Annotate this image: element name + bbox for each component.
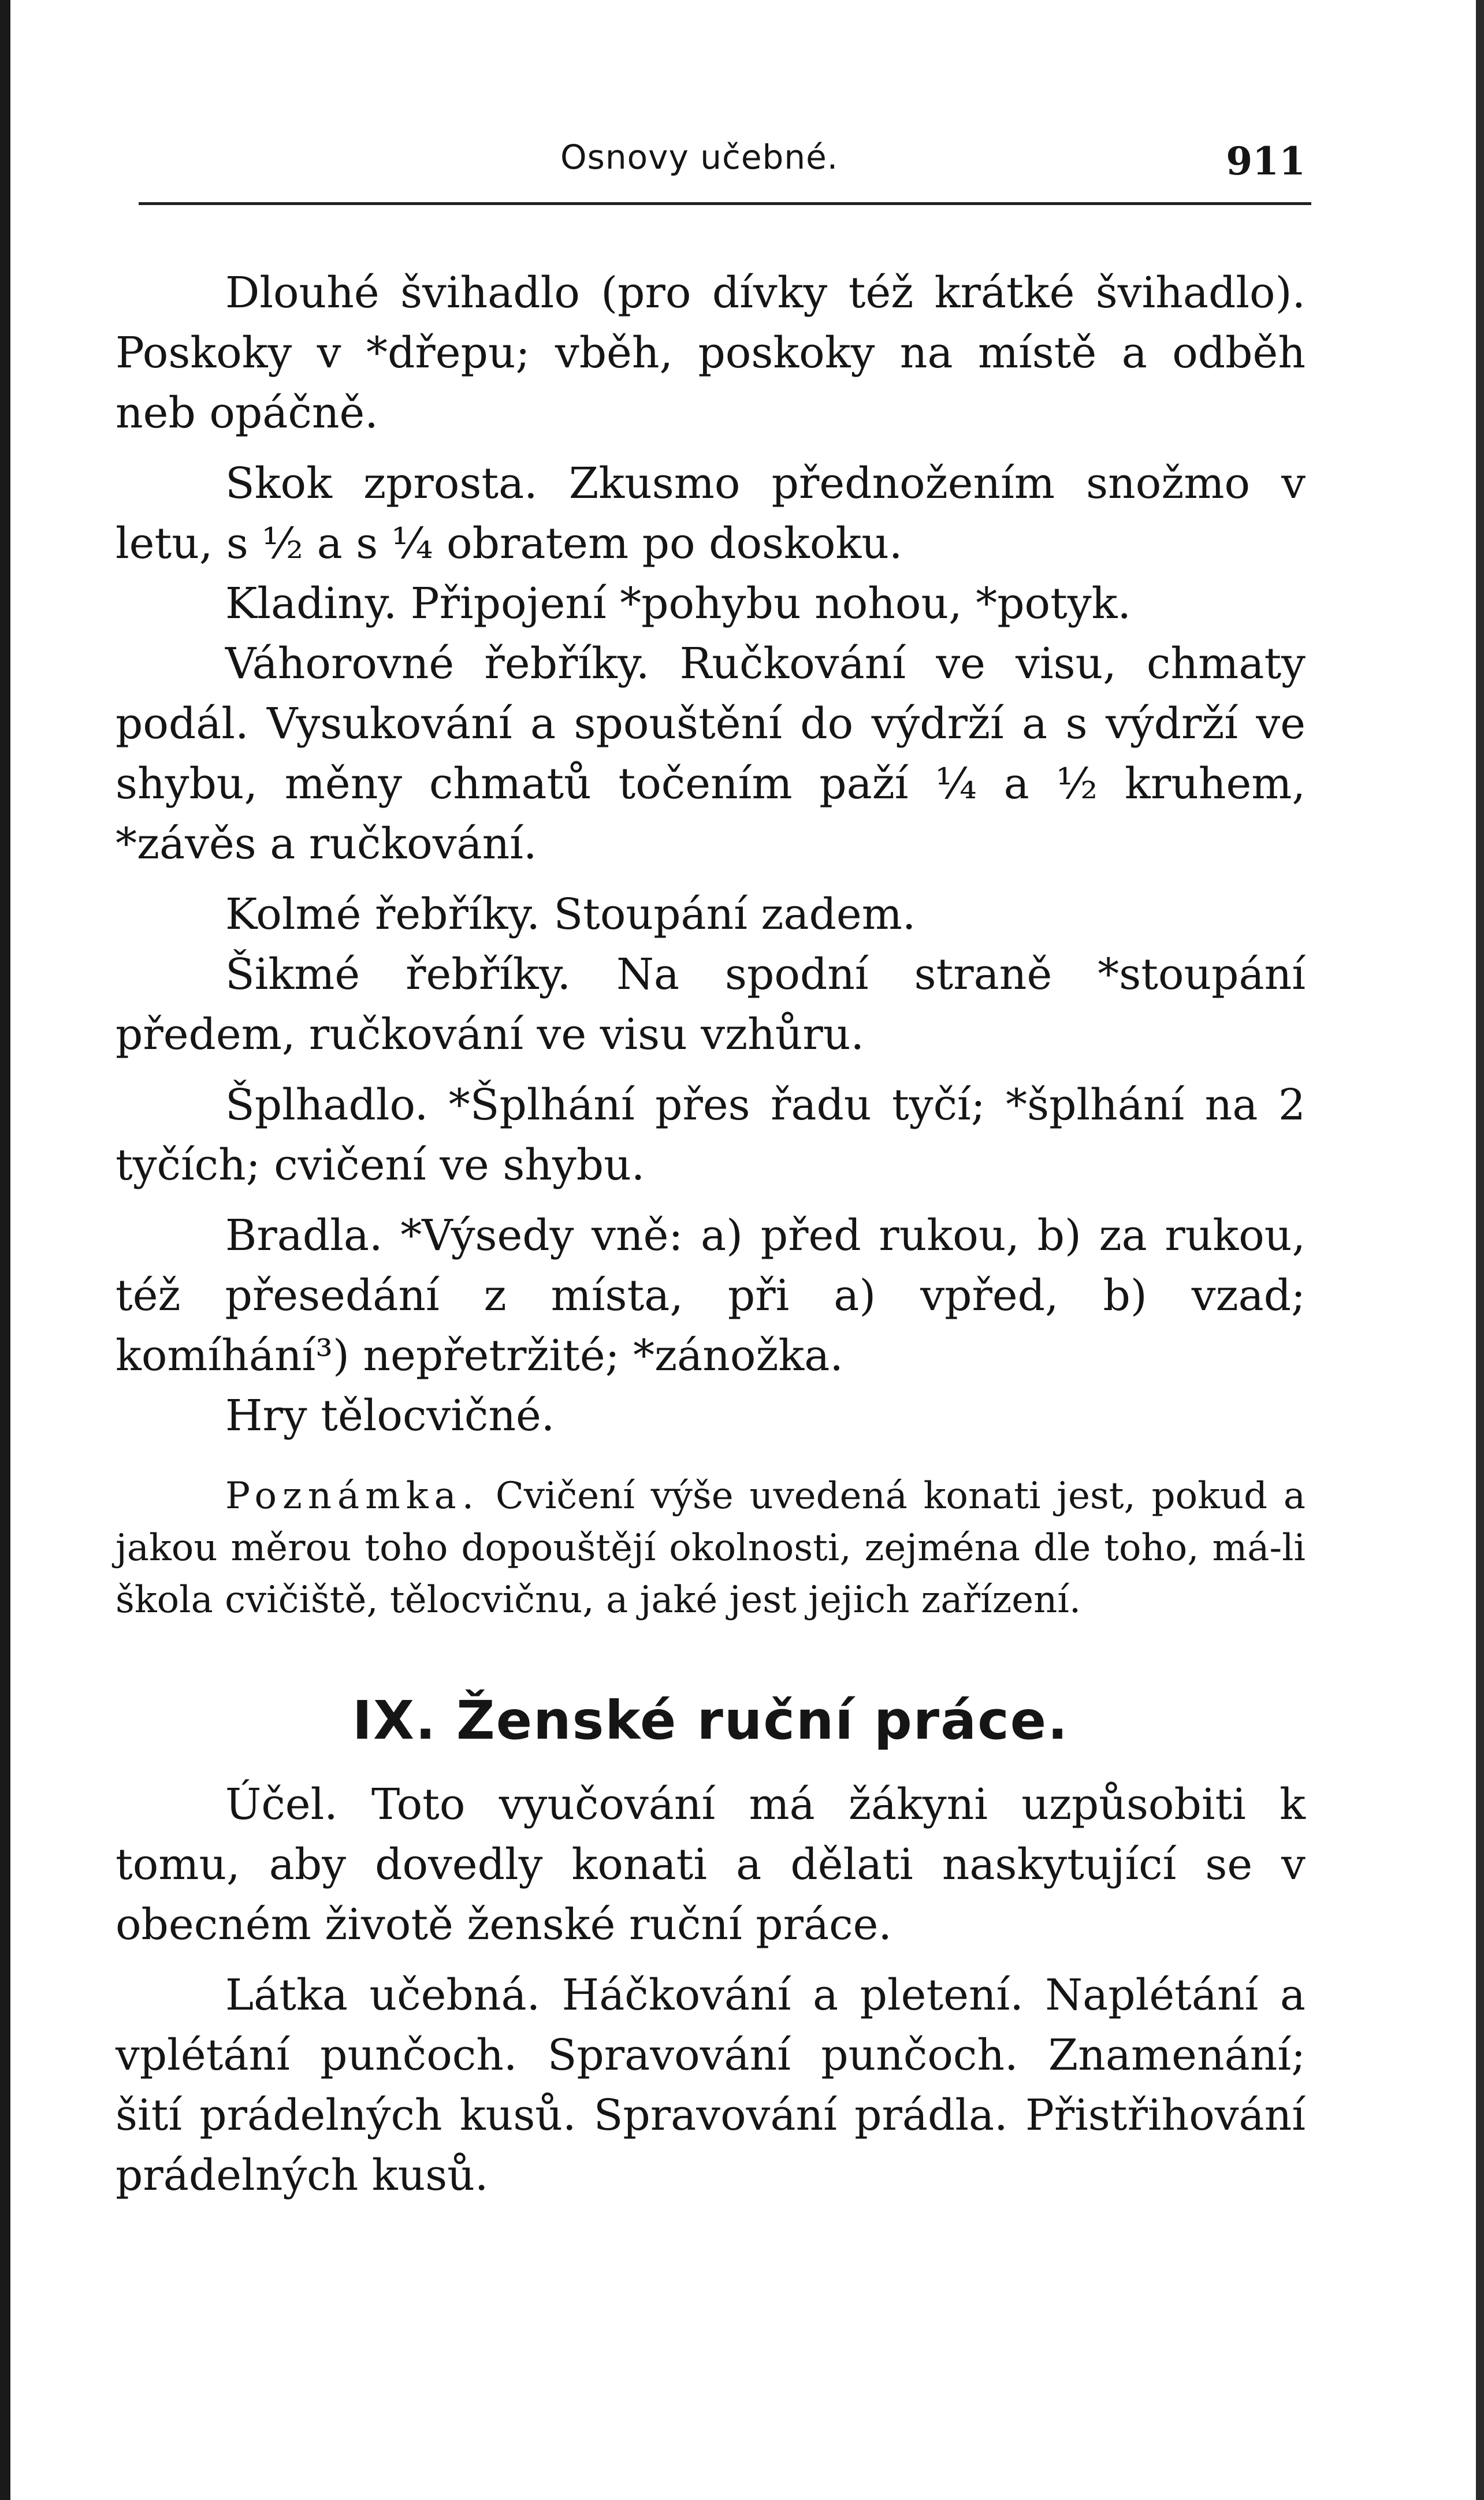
paragraph-ucel: Účel. Toto vyučování má žákyni uzpůsobiti k tomu, aby dovedly konati a dělati naskytující se v obecném životě ženské ruční práce. — [116, 1780, 1306, 1950]
running-title: Osnovy učebné. — [560, 137, 839, 177]
paragraph-bradla: Bradla. *Výsedy vně: a) před rukou, b) za rukou, též přesedání z místa, při a) vpřed, b) vzad; komíhání³) nepřetržité; *zánožka. — [116, 1211, 1306, 1381]
running-head — [116, 121, 1306, 185]
paragraph-skok: Skok zprosta. Zkusmo přednožením snožmo v letu, s ½ a s ¼ obratem po doskoku. — [116, 459, 1306, 568]
section-heading: IX. Ženské ruční práce. — [352, 1690, 1069, 1751]
paragraph-sikme-rebriky: Šikmé řebříky. Na spodní straně *stoupání předem, ručkování ve visu vzhůru. — [116, 950, 1306, 1059]
note-label: Poznámka. — [225, 1475, 480, 1517]
scan-left-edge — [0, 0, 10, 2500]
paragraph-latka-ucebna: Látka učebná. Háčkování a pletení. Naplétání a vplétání punčoch. Spravování punčoch. Znamenání; šití prádelných kusů. Spravování prádla. Přistřihování prádelných kusů. — [116, 1970, 1306, 2200]
paragraph-svihadlo: Dlouhé švihadlo (pro dívky též krátké švihadlo). Poskoky v *dřepu; vběh, poskoky na místě a odběh neb opáčně. — [116, 268, 1306, 438]
page-body — [116, 263, 1306, 2205]
note-paragraph — [116, 1470, 1306, 1626]
note-text: Cvičení výše uvedená konati jest, pokud a jakou měrou toho dopouštějí okolnosti, zejména dle toho, má-li škola cvičiště, tělocvičnu, a jaké jest jejich zařízení. — [116, 1475, 1306, 1621]
book-page — [116, 121, 1306, 2200]
paragraph-vahorovne-rebriky: Váhorovné řebříky. Ručkování ve visu, chmaty podál. Vysukování a spouštění do výdrží a s výdrží ve shybu, měny chmatů točením paží ¼ a ½ kruhem, *závěs a ručkování. — [116, 639, 1306, 869]
page-number: 911 — [1226, 139, 1306, 184]
paragraph-splhadlo: Šplhadlo. *Šplhání přes řadu tyčí; *šplhání na 2 tyčích; cvičení ve shybu. — [116, 1080, 1306, 1190]
paragraph-hry: Hry tělocvičné. — [225, 1391, 555, 1441]
paragraph-kolme-rebriky: Kolmé řebříky. Stoupání zadem. — [225, 890, 916, 939]
header-rule — [139, 202, 1311, 205]
scan-right-edge — [1476, 0, 1484, 2500]
paragraph-kladiny: Kladiny. Připojení *pohybu nohou, *potyk. — [225, 579, 1132, 628]
